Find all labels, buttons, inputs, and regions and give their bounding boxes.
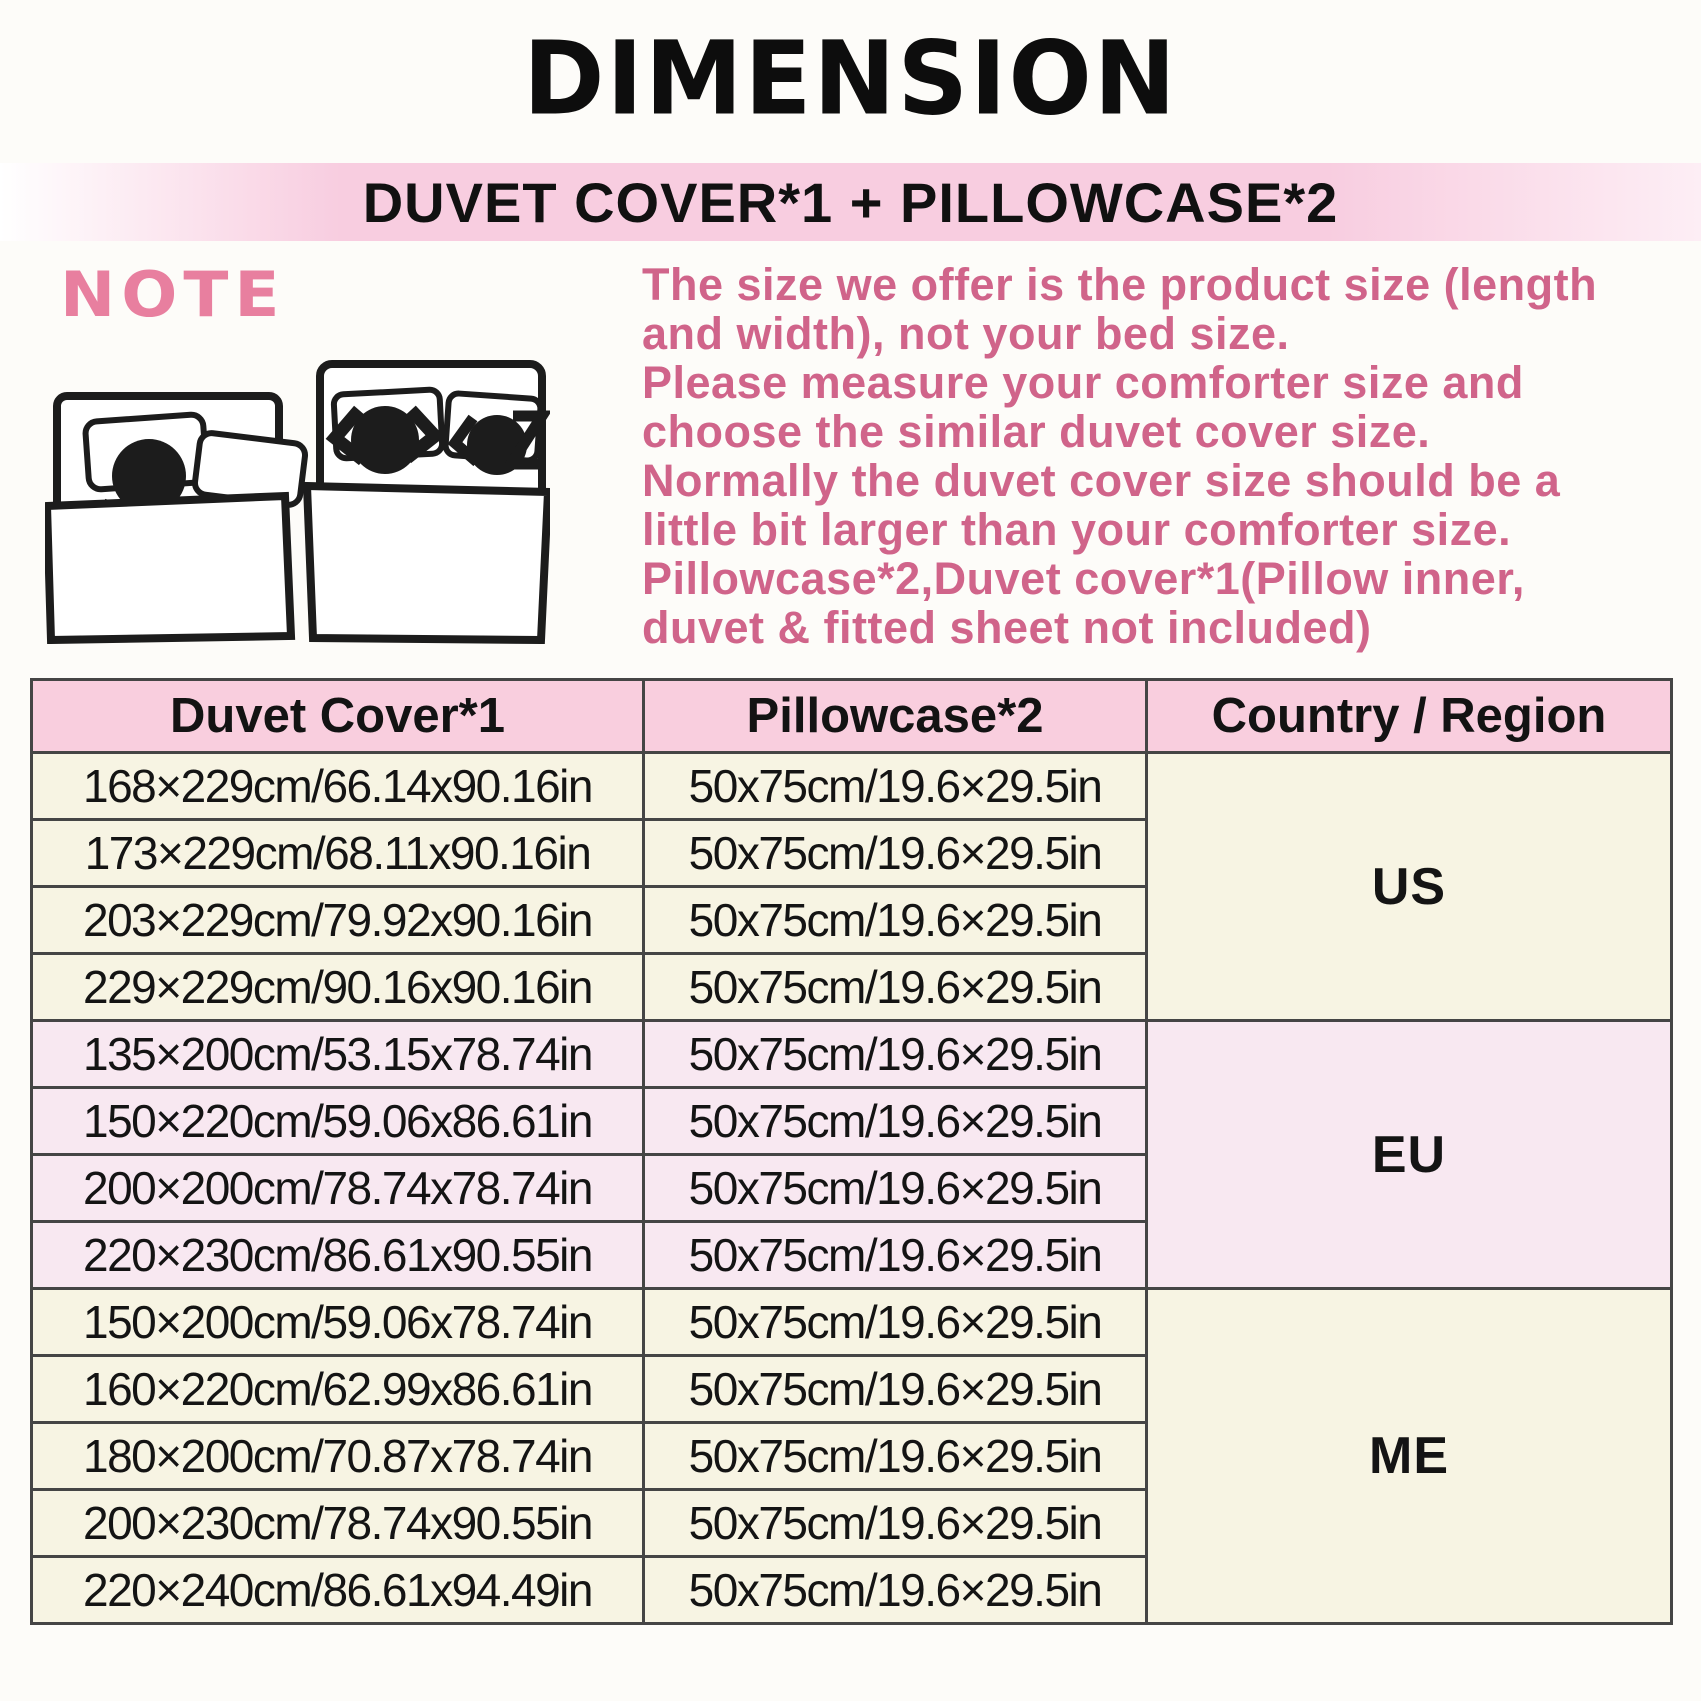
double-bed-icon — [307, 364, 548, 640]
size-row — [32, 1289, 1672, 1356]
bed-size-illustration — [45, 352, 550, 644]
region-cell: EU — [1147, 1021, 1672, 1289]
note-line: Pillowcase*2,Duvet cover*1(Pillow inner, — [642, 553, 1525, 604]
duvet-size-cell: 203×229cm/79.92x90.16in — [32, 887, 644, 954]
duvet-size-cell: 180×200cm/70.87x78.74in — [32, 1423, 644, 1490]
size-row — [32, 1021, 1672, 1088]
duvet-size-cell: 200×200cm/78.74x78.74in — [32, 1155, 644, 1222]
region-cell: ME — [1147, 1289, 1672, 1624]
note-line: and width), not your bed size. — [642, 308, 1290, 359]
duvet-size-cell: 220×240cm/86.61x94.49in — [32, 1557, 644, 1624]
duvet-size-cell: 168×229cm/66.14x90.16in — [32, 753, 644, 820]
pillowcase-size-cell: 50x75cm/19.6×29.5in — [644, 1222, 1147, 1289]
pillowcase-size-cell: 50x75cm/19.6×29.5in — [644, 1155, 1147, 1222]
note-line: choose the similar duvet cover size. — [642, 406, 1431, 457]
duvet-size-cell: 150×220cm/59.06x86.61in — [32, 1088, 644, 1155]
pillowcase-size-cell: 50x75cm/19.6×29.5in — [644, 1356, 1147, 1423]
note-heading: NOTE — [60, 257, 286, 332]
note-line: little bit larger than your comforter size. — [642, 504, 1512, 555]
note-line: Normally the duvet cover size should be a — [642, 455, 1561, 506]
single-bed-icon — [47, 396, 306, 640]
pillowcase-size-cell: 50x75cm/19.6×29.5in — [644, 954, 1147, 1021]
country-region-column-header: Country / Region — [1147, 680, 1672, 753]
note-line: The size we offer is the product size (length — [642, 259, 1598, 310]
page-title: DIMENSION — [523, 19, 1178, 139]
pillowcase-size-cell: 50x75cm/19.6×29.5in — [644, 1289, 1147, 1356]
pillowcase-size-cell: 50x75cm/19.6×29.5in — [644, 1557, 1147, 1624]
note-text — [642, 260, 1692, 652]
duvet-size-cell: 200×230cm/78.74x90.55in — [32, 1490, 644, 1557]
size-table-header-row — [32, 680, 1672, 753]
duvet-size-cell: 160×220cm/62.99x86.61in — [32, 1356, 644, 1423]
pillowcase-size-cell: 50x75cm/19.6×29.5in — [644, 887, 1147, 954]
pillowcase-size-cell: 50x75cm/19.6×29.5in — [644, 820, 1147, 887]
banner-text: DUVET COVER*1 + PILLOWCASE*2 — [362, 170, 1339, 234]
size-table — [30, 678, 1673, 1625]
size-row — [32, 753, 1672, 820]
pillowcase-column-header: Pillowcase*2 — [644, 680, 1147, 753]
duvet-size-cell: 135×200cm/53.15x78.74in — [32, 1021, 644, 1088]
duvet-cover-column-header: Duvet Cover*1 — [32, 680, 644, 753]
product-banner — [0, 163, 1701, 241]
note-line: Please measure your comforter size and — [642, 357, 1524, 408]
pillowcase-size-cell: 50x75cm/19.6×29.5in — [644, 1423, 1147, 1490]
pillowcase-size-cell: 50x75cm/19.6×29.5in — [644, 1088, 1147, 1155]
duvet-size-cell: 229×229cm/90.16x90.16in — [32, 954, 644, 1021]
duvet-size-cell: 220×230cm/86.61x90.55in — [32, 1222, 644, 1289]
note-line: duvet & fitted sheet not included) — [642, 602, 1372, 653]
duvet-size-cell: 150×200cm/59.06x78.74in — [32, 1289, 644, 1356]
pillowcase-size-cell: 50x75cm/19.6×29.5in — [644, 1021, 1147, 1088]
pillowcase-size-cell: 50x75cm/19.6×29.5in — [644, 753, 1147, 820]
duvet-size-cell: 173×229cm/68.11x90.16in — [32, 820, 644, 887]
pillowcase-size-cell: 50x75cm/19.6×29.5in — [644, 1490, 1147, 1557]
region-cell: US — [1147, 753, 1672, 1021]
